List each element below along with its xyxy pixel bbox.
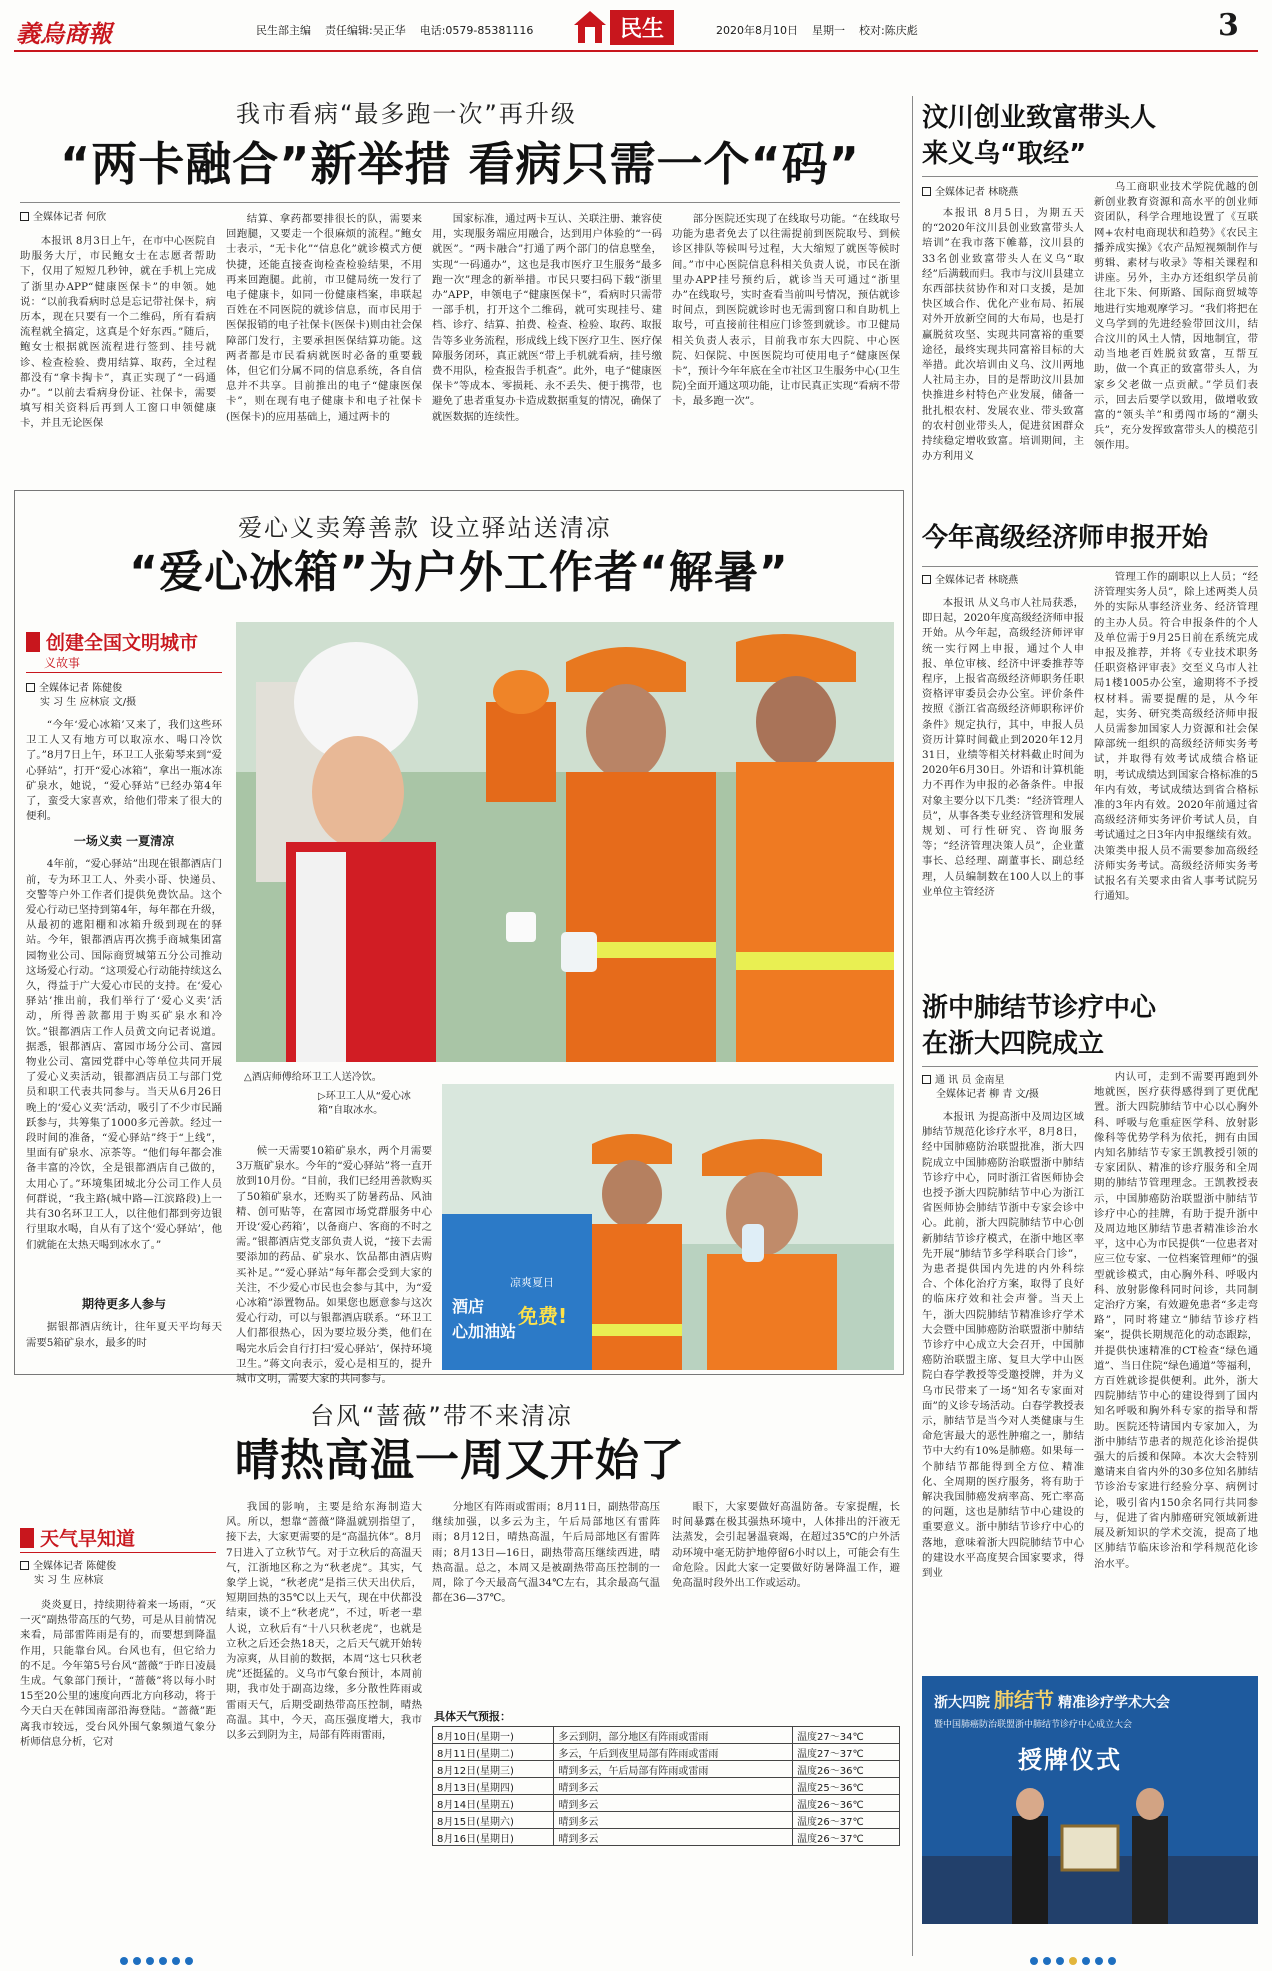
article1-col1: 本报讯 8月3日上午，在市中心医院自助服务大厅，市民鲍女士在志愿者帮助下，仅用了短短几秒钟，就在手机上完成了浙里办APP“健康医保卡”的申领。她说：“以前我看病时总是忘记带社保卡，病历本，现在只要有一个二维码，所有看病流程就全搞定，这真是个好东西。”随后，鲍女士根据就医流程进行签到、挂号就诊、检查检验、费用结算、取药，全过程都没有“拿卡掏卡”，真正实现了“一码通办”。“以前去看病身份证、社保卡，需要填写相关资料后再到人工窗口申领健康卡，并且无论医保 — [20, 235, 216, 430]
article3-byline: 全媒体记者 陈健俊 实 习 生 应林宸 — [20, 1560, 116, 1588]
masthead-rule — [14, 50, 1258, 52]
forecast-date: 8月16日(星期日) — [433, 1829, 554, 1846]
byline-square-icon — [20, 1561, 29, 1570]
section-label: 民生 — [610, 10, 674, 45]
paper-name-logo: 義烏商報 — [16, 19, 112, 48]
article2-title: “爱心冰箱”为户外工作者“解暑” — [129, 547, 789, 598]
article1-top-rule — [20, 202, 900, 203]
banner-free: 免费! — [518, 1304, 568, 1328]
right-column-divider — [912, 96, 913, 1956]
article2-byline: 全媒体记者 陈健俊 实 习 生 应林宸 文/摄 — [26, 682, 136, 710]
right1-byline: 全媒体记者 林晓燕 — [922, 186, 1018, 200]
forecast-table-wrap — [432, 1726, 900, 1846]
forecast-weather: 晴到多云 — [554, 1795, 793, 1812]
masthead-duty-editor: 责任编辑:吴正华 — [325, 24, 406, 37]
forecast-date: 8月12日(星期三) — [433, 1761, 554, 1778]
forecast-table — [432, 1726, 900, 1846]
tag-block-icon — [20, 1528, 34, 1548]
right3-col2: 内认可，走到不需要再跑到外地就医，医疗获得感得到了更优配置。浙大四院肺结节中心以心胸外科、呼吸与危重症医学科、放射影像科等优势学科为依托，拥有由国内知名肺结节专家王凯教授引领的专家团队、精准的诊疗服务和全周期的肺结节管理理念。王凯教授表示，中国肺癌防治联盟浙中肺结节诊疗中心的挂牌，有助于提升浙中及周边地区肺结节患者精准诊治水平，这中心为市民提供“一位患者对应三位专家、一位档案管理师”的强型就诊模式，由心胸外科、呼吸内科、放射影像科同时问诊，共同制定治疗方案，有效避免患者“多走弯路”，同时将建立“肺结节诊疗档案”，提供长期规范化的动态跟踪，并提供快速精准的CT检查“绿色通道”、当日住院“绿色通道”等福利，方百姓就诊提供便利。此外，浙大四院肺结节中心的建设得到了国内知名呼吸和胸外科专家的指导和帮助。医院还特请国内专家加入，为浙中肺结节患者的规范化诊治提供强大的后援和保障。本次大会特别邀请来自省内外的30多位知名肺结节诊治专家进行经验分享、病例讨论，吸引省内150余名同行共同参与，促进了省内肺癌研究领域新进展及新知识的学术交流，提高了地区肺结节临床诊治和学科规范化诊治水平。 — [1094, 1071, 1258, 1570]
photo-chef-handing-drinks — [236, 622, 894, 1062]
forecast-row — [433, 1778, 900, 1795]
right3-title-line1: 浙中肺结节诊疗中心 — [922, 993, 1157, 1023]
right3-title — [922, 990, 1258, 1062]
article1-title: “两卡融合”新举措 看病只需一个“码” — [60, 137, 860, 191]
photo-chef-illustration — [236, 622, 894, 1062]
forecast-temp: 温度26～36℃ — [793, 1795, 900, 1812]
right2-rule — [922, 566, 1258, 567]
forecast-temp: 温度25～36℃ — [793, 1778, 900, 1795]
right3-byline: 通 讯 员 金南星 全媒体记者 柳 青 文/摄 — [922, 1074, 1039, 1102]
right2-byline: 全媒体记者 林晓燕 — [922, 574, 1018, 588]
masthead — [0, 0, 1272, 52]
masthead-phone: 电话:0579-85381116 — [419, 24, 534, 37]
footer-dots-left — [120, 1950, 198, 1969]
banner-sign — [448, 1268, 592, 1364]
masthead-editor: 民生部主编 — [256, 24, 311, 37]
byline-square-icon — [922, 575, 931, 584]
forecast-temp: 温度26～36℃ — [793, 1761, 900, 1778]
forecast-row — [433, 1829, 900, 1846]
article1-col3: 国家标准，通过两卡互认、关联注册、兼容使用，实现服务端应用融合，达到用户体验的“一码就医”。“两卡融合”打通了两个部门的信息壁垒，实现“一码通办”，这也是我市医疗卫生服务“最多跑一次”理念的新举措。市民只要扫码下载“浙里办”APP，申领电子“健康医保卡”，看病时只需带一部手机，打开这个二维码，就可实现挂号、建档、诊疗、结算、拍费、检查、检验、取药、取报告等多业务流程，形成线上线下医疗卫生、医疗保障服务闭环，真正就医“带上手机就看病，挂号缴费不用队，检查报告手机查”。此外，电子“健康医保卡”等成本、零损耗、永不丢失、便于携带，也避免了患者重复办卡造成数据重复的情况，确保了就医数据的连续性。 — [432, 213, 662, 423]
ceremony-banner1: 浙大四院 — [934, 1695, 990, 1711]
photo1-caption: △酒店师傅给环卫工人送冷饮。 — [244, 1072, 382, 1083]
section-badge — [572, 10, 700, 44]
masthead-weekday: 星期一 — [812, 24, 845, 37]
ceremony-title: 授牌仪式 — [1018, 1746, 1122, 1774]
article2-lead: “今年‘爱心冰箱’又来了，我们这些环卫工人又有地方可以取凉水、喝口冷饮了。”8月7日上午，环卫工人张菊琴来到“爱心驿站”，打开“爱心冰箱”，拿出一瓶冰冻矿泉水，她说，“爱心驿站”已经办第4年了，蛮受大家喜欢，给他们带来了很大的便利。 — [26, 719, 222, 823]
right1-title-line2: 来义乌“取经” — [922, 139, 1087, 169]
ceremony-banner3: 精准诊疗学术大会 — [1058, 1695, 1170, 1711]
forecast-temp: 温度27～34℃ — [793, 1727, 900, 1744]
right2-col1: 本报讯 从义乌市人社局获悉，即日起，2020年度高级经济师申报开始。从今年起，高级经济师评审统一实行网上申报，通过个人申报、单位审核、经济中评委推荐等程序，上报省高级经济师职务任职资格评审委员会办公室。评价条件按照《浙江省高级经济师职称评价条件》规定执行，其中，申报人员资历计算时间截止到2020年12月31日，业绩等相关材料截止时间为2020年6月30日。外语和计算机能力不再作为申报的必备条件。申报对象主要分以下几类：“经济管理人员”，从事各类专业经济管理和发展规划、可行性研究、咨询服务等；“经济管理决策人员”，企业董事长、总经理、副董事长、副总经理，人员编制数在100人以上的事业单位主管经济 — [922, 597, 1084, 898]
forecast-date: 8月13日(星期四) — [433, 1778, 554, 1795]
forecast-temp: 温度26～37℃ — [793, 1812, 900, 1829]
article2-col2: 候一天需要10箱矿泉水，两个月需要3万瓶矿泉水。今年的“爱心驿站”将一直开放到10月份。“目前，我们已经用善款购买了50箱矿泉水，还购买了防暑药品、风油精、创可贴等，在富园市场党群服务中心开设‘爱心药箱’，以备商户、客商的不时之需。”银都酒店党支部负责人说，“接下去需要添加的药品、矿泉水、饮品都由酒店购买补足。”“爱心驿站”每年都会受到大家的关注，不少爱心市民也会参与其中，为“爱心冰箱”添置物品。如果您也愿意参与这次爱心行动，可以与银都酒店联系。“环卫工人们都很热心，因为要垃圾分类，他们在喝完水后会自行打扫‘爱心驿站’，保持环境卫生。”蒋文向表示，爱心是相互的，提升城市文明，需要大家的共同参与。 — [236, 1145, 432, 1386]
forecast-temp: 温度27～37℃ — [793, 1744, 900, 1761]
footer-dots-right — [1030, 1950, 1121, 1969]
ceremony-banner — [922, 1676, 1258, 1775]
forecast-weather: 晴到多云 — [554, 1778, 793, 1795]
forecast-weather: 多云到阴，部分地区有阵雨或雷雨 — [554, 1727, 793, 1744]
forecast-temp: 温度26～37℃ — [793, 1829, 900, 1846]
forecast-weather: 多云，午后到夜里局部有阵雨或雷雨 — [554, 1744, 793, 1761]
right3-col1: 本报讯 为提高浙中及周边区域肺结节规范化诊疗水平，8月8日，经中国肺癌防治联盟批准，浙大四院成立中国肺癌防治联盟浙中肺结节诊疗中心，同时浙江省医师协会也授予浙大四院肺结节中心为浙江省医师协会肺结节浙中专家会诊中心。此前，浙大四院肺结节中心创新肺结节诊疗模式，在浙中地区率先开展“肺结节多学科联合门诊”，为患者提供国内先进的内外科综合、个体化治疗方案，取得了良好的临床疗效和社会声誉。当天上午，浙大四院肺结节精准诊疗学术大会暨中国肺癌防治联盟浙中肺结节诊疗中心成立大会召开，中国肺癌防治联盟主席、复旦大学中山医院白春学教授等受邀授牌，并为义乌市民带来了一场“知名专家面对面”的义诊专场活动。白春学教授表示，肺结节是当今对人类健康与生命危害最大的恶性肿瘤之一，肺结节中大约有10%是肺癌。如果每一个肺结节都能得到全方位、精准化、全周期的医疗服务，将有助于解决我国肺癌发病率高、死亡率高的问题，这也是肺结节中心建设的重要意义。浙中肺结节诊疗中心的落地，意味着浙大四院肺结节中心的建设水平高度契合国家要求，得到业 — [922, 1111, 1084, 1580]
article3-col3: 分地区有阵雨或雷雨；8月11日，副热带高压继续加强，以多云为主，午后局部地区有雷阵雨；8月12日，晴热高温，午后局部地区有雷阵雨；8月13日—16日，副热带高压继续西进，晴热高温。总之，本周又是被副热带高压控制的一周，除了今天最高气温34℃左右，其余最高气温都在36—37℃。 — [432, 1501, 660, 1605]
banner-line2: 酒店 — [452, 1297, 485, 1316]
right3-rule — [922, 1066, 1258, 1067]
right1-rule — [922, 176, 1258, 177]
byline-square-icon — [922, 187, 931, 196]
article3-col4: 眼下，大家要做好高温防备。专家提醒，长时间暴露在极其强热环境中，人体排出的汗液无法蒸发，会引起暑温衰竭，在超过35℃的户外活动环境中毫无防护地停留6小时以上，可能会有生命危险。因此大家一定要做好防暑降温工作，避免高温时段外出工作或运动。 — [672, 1501, 900, 1590]
forecast-row — [433, 1812, 900, 1829]
article2-kicker: 爱心义卖筹善款 设立驿站送清凉 — [238, 514, 612, 542]
byline-square-icon — [26, 683, 35, 692]
article1-byline: 全媒体记者 何欣 — [20, 211, 106, 225]
banner-line3: 心加油站 — [452, 1322, 517, 1341]
byline-square-icon — [922, 1075, 931, 1084]
right1-title — [922, 100, 1258, 172]
right1-title-line1: 汶川创业致富带头人 — [922, 103, 1157, 133]
article3-col1: 炎炎夏日，持续期待着来一场雨，“灭一灭”副热带高压的气势，可是从目前情况来看，局部雷阵雨是有的，而要想到降温作用，只能靠台风。台风也有，但它给力的不足。今年第5号台风“蔷薇”于昨日凌晨生成。气象部门预计，“蔷薇”将以每小时15至20公里的速度向西北方向移动，将于今天白天在韩国南部沿海登陆。“蔷薇”距离我市较远，受台风外围气象频道气象分析师信息分析，它对 — [20, 1599, 216, 1748]
forecast-row — [433, 1744, 900, 1761]
photo-award-ceremony — [922, 1676, 1258, 1924]
forecast-date: 8月10日(星期一) — [433, 1727, 554, 1744]
banner-line1: 凉爽夏日 — [510, 1276, 554, 1289]
forecast-weather: 晴到多云 — [554, 1812, 793, 1829]
byline-square-icon — [20, 212, 29, 221]
forecast-date: 8月14日(星期五) — [433, 1795, 554, 1812]
article2-col1 — [26, 718, 222, 1368]
forecast-weather: 晴到多云，午后局部有阵雨或雷雨 — [554, 1761, 793, 1778]
article3-kicker: 台风“蔷薇”带不来清凉 — [310, 1402, 573, 1430]
forecast-row — [433, 1761, 900, 1778]
masthead-info — [256, 22, 533, 38]
article1-col2: 结算、拿药都要排很长的队，需要来回跑腿，又要走一个很麻烦的流程。”鲍女士表示，“无卡化”“信息化”就诊模式方便快捷，还能直接查询检查检验结果，不用再来回跑腿。此前，市卫健局统一发行了电子健康卡，如同一份健康档案，串联起百姓在不同医院的就诊信息，而市民用于医保报销的电子社保卡(医保卡)则由社会保障部门发行，主要承担医保结算功能。这两者都是市民看病就医时必备的重要载体，但它们分属不同的信息系统，各自信息并不共享。目前推出的电子“健康医保卡”，则在现有电子健康卡和电子社保卡(医保卡)的应用基础上，通过两卡的 — [226, 213, 422, 423]
forecast-weather: 晴到多云 — [554, 1829, 793, 1846]
article2-tag-sub: 义故事 — [44, 656, 81, 670]
ceremony-banner2: 肺结节 — [994, 1688, 1054, 1712]
article1-col4: 部分医院还实现了在线取号功能。“在线取号功能为患者免去了以往需提前到医院取号、到候诊区排队等候叫号过程，大大缩短了就医等候时间。”市中心医院信息科相关负责人说，市民在浙里办APP挂号预约后，就诊当天可通过“浙里办”在线取号，实时查看当前叫号情况，预估就诊时间点，到医院就诊时也无需到窗口和自助机上取号，可直接前往相应门诊签到就诊。市卫健局相关负责人表示，目前我市东大四院、中心医院、妇保院、中医医院均可使用电子“健康医保卡”，预计今年年底在全市社区卫生服务中心(卫生院)全面开通这项功能，让市民真正实现“看病不带卡，最多跑一次”。 — [672, 213, 900, 408]
forecast-date: 8月15日(星期六) — [433, 1812, 554, 1829]
article3-title: 晴热高温一周又开始了 — [235, 1435, 685, 1486]
forecast-date: 8月11日(星期二) — [433, 1744, 554, 1761]
masthead-proof: 校对:陈庆彪 — [859, 24, 918, 37]
photo-workers-drinking — [442, 1084, 894, 1370]
masthead-date-info — [716, 22, 918, 38]
ceremony-banner4: 暨中国肺癌防治联盟浙中肺结节诊疗中心成立大会 — [934, 1720, 1133, 1730]
right2-col2: 管理工作的副职以上人员；“经济管理实务人员”，除上述两类人员外的实际从事经济业务、经济管理的主办人员。符合申报条件的个人及单位需于9月25日前在系统完成申报及推荐，并将《专业技术职务任职资格评审表》交至义乌市人社局1楼1005办公室，逾期将不予授权材料。需要提醒的是，从今年起，实务、研究类高级经济师申报人员需参加国家人力资源和社会保障部统一组织的高级经济师实务考试，并取得有效考试成绩合格证明，考试成绩达到国家合格标准的5年内有效，考试成绩达到省合格标准的3年内有效。2020年前通过省高级经济师实务评价考试人员，自考试通过之日3年内申报继续有效。决策类申报人员不需要参加高级经济师实务考试。高级经济师实务考试报名有关要求由省人事考试院另行通知。 — [1094, 571, 1258, 903]
article2-tag: 创建全国文明城市 — [26, 628, 198, 655]
article2-col1-end: 据银都酒店统计，往年夏天平均每天需要5箱矿泉水，最多的时 — [26, 1321, 222, 1349]
forecast-row — [433, 1795, 900, 1812]
page-number: 3 — [1218, 8, 1239, 43]
article2-subhead2: 期待更多人参与 — [81, 1297, 166, 1312]
forecast-row — [433, 1727, 900, 1744]
masthead-date: 2020年8月10日 — [716, 24, 798, 37]
article2-subhead1: 一场义卖 一夏清凉 — [73, 834, 175, 849]
right1-col1: 本报讯 8月5日，为期五天的“2020年汶川县创业致富带头人培训”在我市落下帷幕，汶川县的33名创业致富带头人在义乌“取经”后满载而归。我市与汶川县建立东西部扶贫协作和对口支援，是加快区域合作、优化产业布局、拓展对外开放新空间的大布局，也是打赢脱贫攻坚、实现共同富裕的重要途径，最终实现共同富裕目标的大举措。此次培训由义乌、汶川两地人社局主办，目的是帮助汶川县加快推进乡村特色产业发展，储备一批扎根农村、发展农业、带头致富的农村创业带头人，促进贫困群众持续稳定增收致富。培训期间，主办方利用义 — [922, 207, 1084, 463]
article1-kicker: 我市看病“最多跑一次”再升级 — [236, 100, 577, 128]
article2-col1-body: 4年前，“爱心驿站”出现在银都酒店门前，专为环卫工人、外卖小哥、快递员、交警等户外工作者们提供免费饮品。这个爱心行动已坚持到第4年，每年都在升级，从最初的遮阳棚和冰箱升级到现在的驿站。今年，银都酒店再次携手商城集团富园物业公司、国际商贸城第五分公司推动这场爱心行动。“这项爱心行动能持续这么久，得益于广大爱心市民的支持。在‘爱心驿站’推出前，我们举行了‘爱心义卖’活动，所得善款都用于购买矿泉水和冷饮。”银都酒店工作人员黄文向记者说道。据悉，银都酒店、富园市场分公司、富园物业公司、富园党群中心等单位共同开展了爱心义卖活动，银都酒店员工与部门党员和职工代表共同参与。当天从6月26日晚上的‘爱心义卖’活动，吸引了不少市民踊跃参与，共筹集了1000多元善款。经过一段时间的准备，“爱心驿站”终于“上线”，里面有矿泉水、凉茶等。“他们每年都会准备丰富的冷饮，全是银都酒店自己做的，太用心了。”环境集团城北分公司工作人员何群说，“我主路(城中路—江滨路段)上一共有30名环卫工人，以往他们都到旁边银行里取水喝，自从有了这个‘爱心驿站’，他们就能在太热天喝到冰水了。” — [26, 858, 222, 1251]
article2-tag-rule — [26, 672, 222, 673]
house-icon — [572, 9, 608, 45]
right2-title: 今年高级经济师申报开始 — [922, 523, 1209, 553]
tag-block-icon — [26, 632, 40, 652]
article3-tag: 天气早知道 — [20, 1524, 135, 1551]
article3-col2: 我国的影响，主要是给东海制造大风。所以，想靠“蔷薇”降温就别指望了，接下去，大家更需要的是“高温抗体”。8月7日进入了立秋节气。对于立秋后的高温天气，江浙地区称之为“秋老虎”。其实，气象学上说，“秋老虎”是指三伏天出伏后，短期回热的35℃以上天气，现在中伏都没结束，谈不上“秋老虎”，不过，听老一辈人说，立秋后有“十八只秋老虎”，也就是立秋之后还会热18天，之后天气就开始转为凉爽，从目前的数据，本周“这七只秋老虎”还挺猛的。义乌市气象台预计，本周前期，我市处于副高边缘，多分散性阵雨或雷雨天气，后期受副热带高压控制，晴热高温。其中，今天，高压强度增大，我市以多云到阴为主，局部有阵雨雷雨， — [226, 1501, 422, 1742]
article3-tag-rule — [20, 1552, 216, 1553]
forecast-caption: 具体天气预报： — [434, 1710, 511, 1723]
right1-col2: 乌工商职业技术学院优越的创新创业教育资源和高水平的创业师资团队，科学合理地设置了《互联网+农村电商现状和趋势》《农民主播养成实操》《农产品短视频制作与剪辑、素材与收录》等相关课程和讲座。另外，主办方还组织学员前往北下朱、何斯路、国际商贸城等地进行实地观摩学习。“我们将把在义乌学到的先进经验带回汶川，结合汶川的风土人情，因地制宜，带动当地老百姓脱贫致富，互帮互助，做一个真正的致富带头人，为家乡父老做一点贡献。”学员们表示，回去后要学以致用，做增收致富的“领头羊”和勇闯市场的“潮头兵”，充分发挥致富带头人的模范引领作用。 — [1094, 181, 1258, 452]
right3-title-line2: 在浙大四院成立 — [922, 1029, 1105, 1059]
photo2-caption: ▷环卫工人从“爱心冰箱”自取冰水。 — [318, 1091, 411, 1116]
